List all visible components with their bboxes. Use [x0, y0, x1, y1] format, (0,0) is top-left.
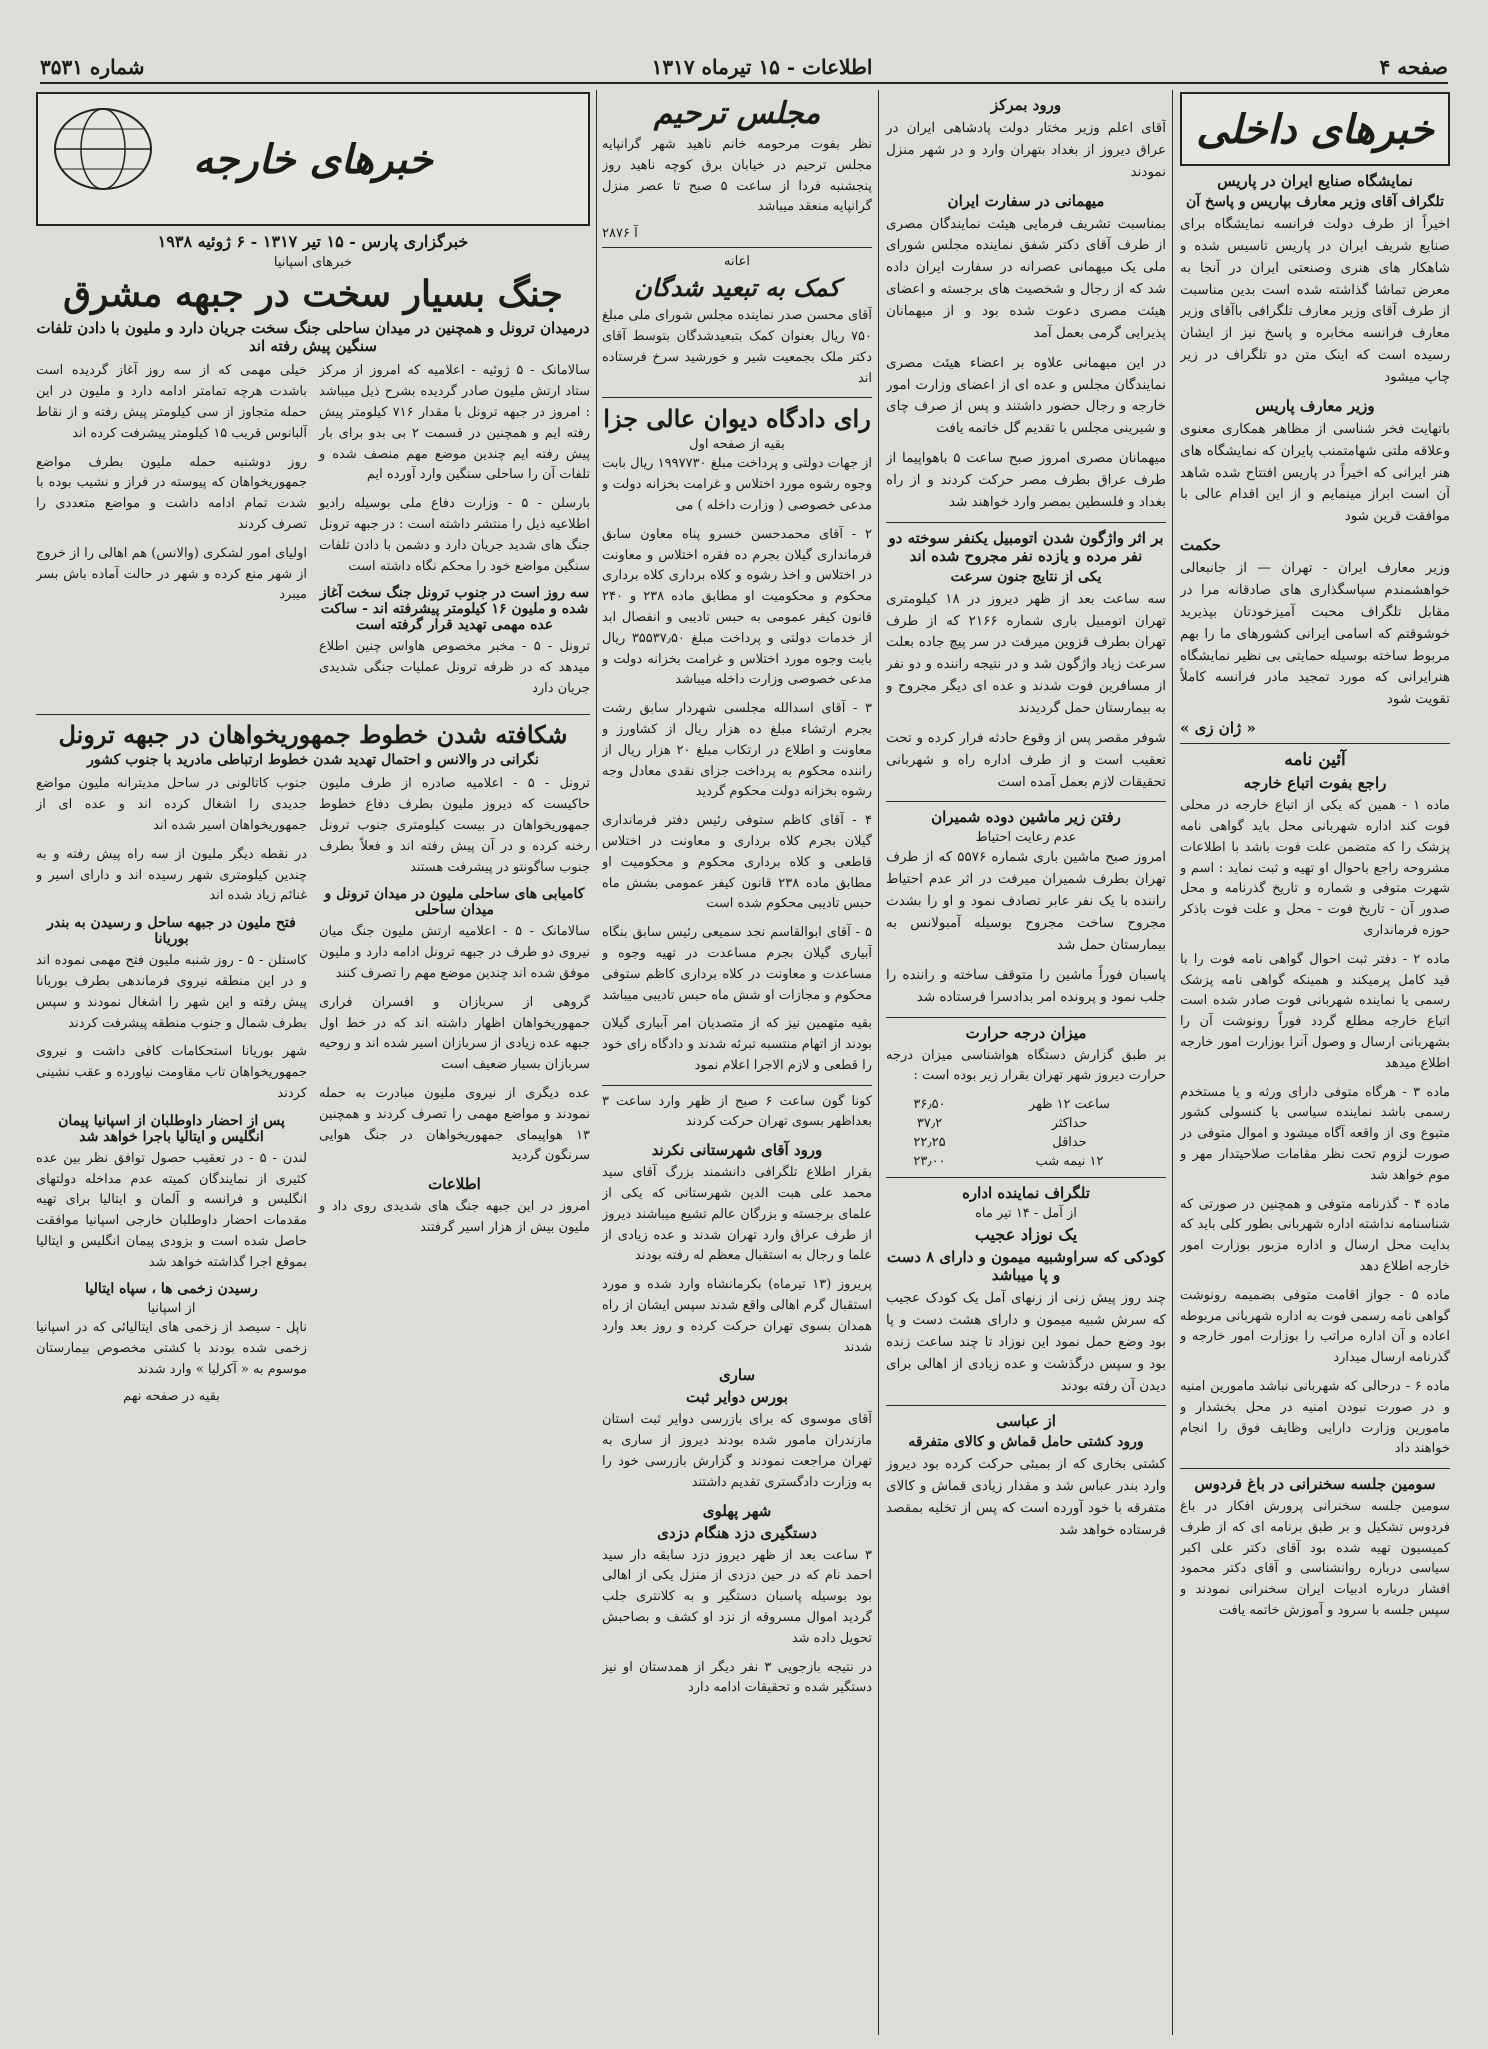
foreign-paragraph: اولیای امور لشکری (والانس) هم اهالی را از خروج از شهر منع کرده و شهر در حالت آماده باش بسر میبرد [36, 545, 307, 603]
foreign-news-title: خبرهای خارجه [193, 135, 433, 183]
arrival-headline: ورود بمرکز [990, 96, 1062, 114]
notices-column [602, 92, 872, 2032]
foreign-paragraph: لندن - ۵ - در تعقیب حصول توافق نظر بین عده کثیری از نمایندگان کمیته عدم مداخله دولتهای انگلیس و فرانسه و آلمان و ایتالیا برای تهیه مقدمات احضار داوطلبان خارجی اسپانیا موافقت حاصل شده است و بزودی پیمان انگلیس و ایتالیا بموقع اجرا گذاشته خواهد شد [36, 1150, 307, 1270]
signature: حکمت [1180, 536, 1221, 555]
regulation-subtitle: راجع بفوت اتباع خارجه [1243, 774, 1387, 793]
treaty-headline: پس از احضار داوطلبان از اسپانیا پیمان انگلیس و ایتالیا باجرا خواهد شد [58, 1112, 285, 1145]
split-subheadline: نگرانی در والانس و احتمال تهدید شدن خطوط ارتباطی مادرید با جنوب کشور [87, 752, 539, 769]
temperature-value: ۲۲٫۲۵ [913, 1135, 946, 1151]
issue-number: شماره ۳۵۳۱ [40, 55, 145, 79]
regulation-article: ماده ۳ - هرگاه متوفی دارای ورثه و یا مستخدم رسمی باشد نماینده سیاسی یا کنسولی کشور متبوع وی از واقعه آگاه میشود و اموال متوفی در صورت لزوم تحت نظر مقامات صلاحیتدار مهر و موم خواهد شد [1180, 1084, 1450, 1183]
consul-paragraph: بقرار اطلاع تلگرافی دانشمند بزرگ آقای سید محمد علی هبت الدین شهرستانی که یکی از علمای برجسته و بزرگان عالم تشیع میباشند دیروز از طرف عراق وارد تهران شدند و عده زیادی از علما و رجال به استقبال معظم له رفته بودند [602, 1165, 872, 1264]
regulation-article: ماده ۴ - گذرنامه متوفی و همچنین در صورتی که شناسنامه نداشته اداره شهربانی بطور کلی باید که بدایت محل ارسال و اداره مزبور بوزارت امور خارجه اطلاع دهد [1180, 1196, 1450, 1274]
abbasi-paragraph: کشتی بخاری که از بمبئی حرکت کرده بود دیروز وارد بندر عباس شد و مقدار زیادی قماش و کالای متفرقه با خود آورده است که پس از تخلیه بمقصد فرستاده خواهد شد [886, 1456, 1166, 1538]
local-news-column [886, 92, 1166, 2032]
main-headline: جنگ بسیار سخت در جبهه مشرق [63, 273, 563, 315]
shemiran-paragraph: پاسبان فوراً ماشین را متوقف ساخته و راننده را جلب نمود و پرونده امر بدادسرا فرستاده شد [886, 966, 1166, 1005]
foreign-subcolumn-left [36, 772, 307, 1406]
bombing-headline: کامیابی های ساحلی ملیون در میدان ترونل و میدان ساحلی [324, 886, 585, 919]
foreign-paragraph: سالامانک - ۵ ژوئیه - اعلامیه که امروز از مرکز ستاد ارتش ملیون صادر گردیده بشرح ذیل میباشد : امروز در جبهه ترونل با مقدار ۷۱۶ کیلومتر پیش رفته ایم و همچنین در قسمت ۲ بی بدو برای بار پیش رفته ایم چندین موضع مهم منصف شده و تلفات آن را ساحلی سنگین وارد آورده ایم [319, 363, 590, 483]
foreign-paragraph: ترونل - ۵ - مخبر مخصوص هاواس چنین اطلاع میدهد که در ظرفه ترونل عملیات جنگی شدیدی جریان دارد [319, 639, 590, 696]
reception-paragraph: بمناسبت تشریف فرمایی هیئت نمایندگان مصری از طرف آقای دکتر شفق نماینده مجلس شورای ملی یک میهمانی عصرانه در سفارت ایران داده شد که از رجال و شخصیت های برجسته و اعضای هیئت مصری دعوت شده بود و از میهمانان پذیرایی گرمی بعمل آمد [886, 215, 1166, 341]
exhibition-headline: نمایشگاه صنایع ایران در پاریس [1217, 172, 1413, 190]
main-subheadline: درمیدان ترونل و همچنین در میدان ساحلی جنگ سخت جریان دارد و ملیون با دادن تلفات سنگین پیش رفته اند [36, 319, 590, 356]
shemiran-paragraph: امروز صبح ماشین باری شماره ۵۵۷۶ که از طرف تهران بطرف شمیران میرفت در اثر عدم احتیاط راننده با یک نفر عابر تصادف نمود و او را بشدت مجروح ساخت مجروح بوسیله آمبولانس به بیمارستان حمل شد [886, 849, 1166, 953]
temperature-row [886, 1133, 1166, 1152]
arrival-note: کونا گون ساعت ۶ صبح از ظهر وارد ساعت ۳ بعداظهر بسوی تهران حرکت کردند [602, 1093, 872, 1130]
foreign-paragraph: عده دیگری از نیروی ملیون مبادرت به حمله نمودند و مواضع مهمی را تصرف کردند و همچنین ۱۳ هواپیمای جمهوریخواهان در جنگ هوایی سرنگون گردید [319, 1085, 590, 1164]
agency-line: خبرگزاری پارس - ۱۵ تیر ۱۳۱۷ - ۶ ژوئیه ۱۹۳۸ [157, 232, 469, 251]
court-paragraph: ۲ - آقای محمدحسن خسرو پناه معاون سابق فرمانداری گیلان بجرم ده فقره اختلاس و معاونت در اختلاس و اخذ رشوه و کلاه برداری کلاه برداری محکوم و محکومیت او مطابق ماده ۲۳۸ و ۲۴۰ قانون کیفر عمومی به حبس تادیبی و انفصال ابد از خدمات دولتی و پرداخت مبلغ ۳۵۵۳۷٫۵۰ ریال بابت وجوه مورد اختلاس و غرامت بخزانه دولت و مدعی خصوصی وزارت داخله میباشد [602, 526, 872, 688]
court-paragraph: ۴ - آقای کاظم ستوفی رئیس دفتر فرمانداری گیلان بجرم کلاه برداری و معاونت در اختلاس قاطعی و کلاه برداری محکوم و محکومیت او مطابق ماده ۲۳۸ قانون کیفر عمومی بشش ماه حبس تادیبی محکوم شده است [602, 813, 872, 912]
foreign-paragraph: در نقطه دیگر ملیون از سه راه پیش رفته و به چندین کیلومتری شهر رسیده اند و دارای اسیر و غنائم زیاد شده اند [36, 846, 307, 904]
fall-headline: فتح ملیون در جبهه ساحل و رسیدن به بندر بوریانا [47, 915, 296, 948]
spain-label: خبرهای اسپانیا [273, 255, 353, 270]
stock-paragraph: آقای موسوی که برای بازرسی دوایر ثبت استان مازندران مامور شده بودند دیروز از ساری به تهران مراجعت نمودند و گزارش بازرسی خود را به وزارت دادگستری تقدیم داشتند [602, 1412, 872, 1490]
ferdows-paragraph: سومین جلسه سخنرانی پرورش افکار در باغ فردوس تشکیل و بر طبق برنامه ای که از طرف کمیسیون تهیه شده بود آقای دکتر علی اکبر سیاسی درباره روانشناسی و آقای دکتر محمود افشار درباره ادبیات ایران سخنرانی نمودند و سپس جلسه با سرود و آموزش خاتمه یافت [1180, 1499, 1450, 1619]
egypt-paragraph: میهمانان مصری امروز صبح ساعت ۵ باهواپیما از طرف عراق بطرف مصر حرکت کردند و از راه بغداد و فلسطین بمصر وارد خواهند شد [886, 450, 1166, 510]
masthead [40, 52, 1448, 84]
regulation-article: ماده ۲ - دفتر ثبت احوال گواهی نامه فوت را با قید کامل پرمیکند و همینکه گواهی نامه پزشک رسمی یا نماینده شهربانی فوت صادر شده است اتباع خارجه مطلع گردد فوراً رونوشت آن را بشهربانی ارسال و وصول آنرا بوزارت امور خارجه اطلاع میدهد [1180, 951, 1450, 1071]
newspaper-date: اطلاعات - ۱۵ تیرماه ۱۳۱۷ [651, 55, 873, 79]
reception-headline: میهمانی در سفارت ایران [947, 191, 1105, 210]
exhibition-subheadline: تلگراف آقای وزیر معارف بپاریس و پاسخ آن [1185, 194, 1444, 210]
regulation-article: ماده ۶ - درحالی که شهربانی نباشد مامورین امنیه و در صورت نبودن امنیه در محل بخشدار و مامورین وزارت دارایی وظایف فوق را انجام خواهند داد [1180, 1378, 1450, 1457]
foreign-paragraph: ترونل - ۵ - اعلامیه صادره از طرف ملیون حاکیست که دیروز ملیون بطرف دفاع خطوط جمهوریخواهان در بیست کیلومتری جنوب ترونل رخنه کرده و در آن پیش رفته اند و فعلاً بطرف جنوب ساگونتو در پیشرفت هستند [319, 776, 590, 875]
temperature-row [886, 1114, 1166, 1133]
temperature-value: ۳۶٫۵۰ [913, 1097, 946, 1113]
from-spain-label: از اسپانیا [147, 1301, 196, 1317]
theft-paragraph: ۳ ساعت بعد از ظهر دیروز دزد سابقه دار سید احمد نام که در حین دزدی از منزل یکی از اهالی بود بوسیله پاسبان دستگیر و به کلانتری جلب گردید اموال مسروقه از نزد او کشف و بصاحبش تحویل داده شد [602, 1547, 872, 1646]
temperature-row [886, 1095, 1166, 1114]
domestic-news-column [1180, 92, 1450, 2032]
abbasi-headline: از عباسی [996, 1412, 1056, 1431]
foreign-subcolumn-right [319, 359, 590, 707]
temperature-time: ساعت ۱۲ ظهر [1028, 1097, 1111, 1113]
memorial-paragraph: نظر بفوت مرحومه خانم ناهید شهر گرانپایه مجلس ترحیم در خیابان برق کوچه ناهید روز پنجشنبه فردا از ساعت ۵ صبح تا عصر منزل گرانپایه منعقد میباشد [602, 137, 872, 215]
stock-headline: بورس دوایر ثبت [686, 1388, 788, 1407]
domestic-news-header [1180, 92, 1450, 166]
court-paragraph: بقیه متهمین نیز که از متصدیان امر آبیاری گیلان بودند از اتهام منتسبه تبرئه شدند و دادگاه رای خود را قطعی و لازم الاجرا اعلام نمود [602, 1016, 872, 1073]
temperature-table [886, 1095, 1166, 1171]
temperature-time: حداکثر [1051, 1116, 1088, 1132]
temperature-note: بر طبق گزارش دستگاه هواشناسی میزان درجه حرارت دیروز شهر تهران بقرار زیر بوده است : [886, 1047, 1166, 1084]
foreign-paragraph: جنوب کاتالونی در ساحل مدیترانه ملیون مواضع جدیدی را اشغال کرده اند و عده ای از جمهوریخواهان اسیر شده اند [36, 776, 307, 833]
shemiran-subheadline: عدم رعایت احتیاط [975, 830, 1077, 846]
foreign-paragraph: امروز در این جبهه جنگ های شدیدی روی داد و ملیون بیش از هزار اسیر گرفتند [319, 1199, 590, 1235]
memorial-title: مجلس ترحیم [653, 96, 821, 131]
accident-headline: بر اثر واژگون شدن اتومبیل یکنفر سوخته دو نفر مرده و یازده نفر مجروح شده اند [888, 528, 1164, 565]
foreign-subcolumn-right [319, 772, 590, 1406]
exhibition-reply: وزیر معارف ایران - تهران — از جانبعالی خواهشمندم سپاسگذاری های صادقانه مرا در مقابل تلگراف محبت آمیزخودتان بپذیرید خوشوقتم که اسامی ایرانی کشورهای ما را بهم مربوط ساخته بوسیله حمایتی بی نظیر نمایشگاه هنرایرانی که مورد تمجید مادر فرانسه کاملاً تقویت شود [1180, 560, 1450, 708]
court-headline: رای دادگاه دیوان عالی جزا [603, 404, 871, 434]
consul-headline: ورود آقای شهرستانی نکرند [651, 1141, 823, 1160]
shemiran-headline: رفتن زیر ماشین دوده شمیران [931, 808, 1121, 827]
foreign-paragraph: گروهی از سربازان و افسران فراری جمهوریخواهان اظهار داشته اند که در خط اول جبهه عده زیادی از سربازان اسیر شده اند و روحیه سربازان بسیار ضعیف است [319, 994, 590, 1073]
birth-headline: یک نوزاد عجیب [974, 1225, 1078, 1245]
foreign-news-header [36, 92, 590, 226]
foreign-paragraph: شهر بوریانا استحکامات کافی داشت و نیروی جمهوریخواهان تاب مقاومت نیاورده و عقب نشینی کردند [36, 1044, 307, 1101]
ferdows-headline: سومین جلسه سخنرانی در باغ فردوس [1194, 1475, 1436, 1494]
theft-headline: دستگیری دزد هنگام دزدی [657, 1523, 817, 1542]
column-rule [596, 90, 597, 850]
globe-icon [48, 104, 158, 194]
exhibition-paragraph: اخیراً از طرف دولت فرانسه نمایشگاه برای صنایع شریف ایران در پاریس تاسیس شده و شاهکار های هنری وصنعتی ایران در آنجا به معرض تماشا گذاشته شده است بدین مناسبت از طرف آقای وزیر معارف تلگرافی باآقای وزیر معارف فرانسه مخابره و پاسخ نیز از ایشان رسیده است که اینک متن دو تلگراف در زیر چاپ میشود [1180, 216, 1450, 386]
theft-paragraph: در نتیجه بازجویی ۳ نفر دیگر از همدستان او نیز دستگیر شده و تحقیقات ادامه دارد [602, 1659, 872, 1696]
temperature-value: ۲۳٫۰۰ [913, 1154, 946, 1170]
continued-note: بقیه در صفحه نهم [123, 1388, 220, 1404]
foreign-subcolumn-left [36, 359, 307, 707]
court-subheadline: بقیه از صفحه اول [689, 437, 785, 453]
temperature-row [886, 1152, 1166, 1171]
reply-signature: « ژان زی » [1180, 719, 1256, 738]
foreign-paragraph: روز دوشنبه حمله ملیون بطرف مواضع جمهوریخواهان که پیوسته در فراز و نشیب بوده با شدت تمام ادامه داشت و مواضع متعددی را تصرف کردند [36, 454, 307, 532]
consul-paragraph: پریروز (۱۳ تیرماه) بکرمانشاه وارد شده و مورد استقبال گرم اهالی واقع شدند سپس ایشان از راه همدان بسوی تهران حرکت کرده و روز بعد وارد شدند [602, 1277, 872, 1355]
foreign-paragraph: خیلی مهمی که از سه روز آغاز گردیده است باشدت هرچه تمامتر ادامه دارد و ملیون در این حمله متجاوز از سی کیلومتر پیش رفته و از نقاط آلبانوس قریب ۱۵ کیلومتر پیشرفت کرده اند [36, 363, 307, 441]
court-paragraph: از جهات دولتی و پرداخت مبلغ ۱۹۹۷۷۳۰ ریال بابت وجوه رشوه مورد اختلاس و غرامت بخزانه دولت و مدعی خصوصی ( وزارت داخله ) می [602, 456, 872, 513]
regulation-article: ماده ۱ - همین که یکی از اتباع خارجه در محلی فوت کند اداره شهربانی محل باید گواهی نامه پزشک را که متضمن علت فوت باشد با اطلاعات مشروحه راجع باحوال او تهیه و ثبت نماید : اسم و شهرت متوفی و شماره و تاریخ گذرنامه و محل صدور آن - تاریخ فوت - محل و علت فوت باذکر حوزه فرمانداری [1180, 798, 1450, 938]
temperature-headline: میزان درجه حرارت [965, 1023, 1087, 1042]
column-rule [1172, 90, 1173, 2035]
accident-paragraph: سه ساعت بعد از ظهر دیروز در ۱۸ کیلومتری تهران اتومبیل باری شماره ۲۱۶۶ که از طرف تهران بطرف قزوین میرفت در سر پیچ جاده بعلت سرعت زیاد واژگون شد و در نتیجه راننده و دو نفر از مسافرین فوت شدند و عده ای دیگر مجروح و به بیمارستان حمل گردیدند [886, 590, 1166, 717]
exhibition-telegram: باتهایت فخر شناسی از مظاهر همکاری معنوی وعلاقه ملتی شهامتمنب پایران که نمایشگاه های هنر ایرانی که اخیراً در پاریس افتتاح شده شاهد آن است ابراز مینمایم و از این اقدام عالی با موافقت قرین شود [1180, 420, 1450, 525]
domestic-news-title: خبرهای داخلی [1196, 105, 1434, 153]
split-headline: شکافته شدن خطوط جمهوریخواهان در جبهه ترونل [58, 719, 568, 749]
foreign-paragraph: ناپل - سیصد از زخمی های ایتالیائی که در اسپانیا زخمی شده بودند با کشتی مخصوص بیمارستان موسوم به « آکرلیا » وارد شدند [36, 1320, 307, 1378]
accident-paragraph: شوفر مقصر پس از وقوع حادثه فرار کرده و تحت تعقیب است و از طرف اداره راه و شهربانی تحقیقات لازم بعمل آمده است [886, 729, 1166, 790]
birth-subheadline: کودکی که سراوشبیه میمون و دارای ۸ دست و پا میباشد [886, 1248, 1166, 1285]
court-paragraph: ۵ - آقای ابوالقاسم نجد سمیعی رئیس سابق بنگاه آبیاری گیلان بجرم مساعدت در تهیه وجوه و مساعدت و معاونت در کلاه برداری کاظم ستوفی محکوم و مجازات او شش ماه حبس تادیبی میباشد [602, 925, 872, 1003]
accident-subheadline: یکی از نتایج جنون سرعت [950, 568, 1102, 585]
foreign-news-column [36, 92, 590, 2032]
arrival-paragraph: آقای اعلم وزیر مختار دولت پادشاهی ایران در عراق دیروز از بغداد بتهران وارد و در شهر منزل نمودند [886, 120, 1166, 180]
pahlavi-headline: شهر پهلوی [702, 1501, 772, 1520]
page-number: صفحه ۴ [1379, 55, 1448, 79]
temperature-time: ۱۲ نیمه شب [1035, 1154, 1104, 1170]
abbasi-subheadline: ورود کشتی حامل قماش و کالای متفرقه [908, 1434, 1144, 1451]
telegraph-headline: تلگراف نماینده اداره [962, 1184, 1090, 1203]
sari-headline: ساری [718, 1366, 756, 1385]
charity-paragraph: آقای محسن صدر نماینده مجلس شورای ملی مبلغ ۷۵۰ ریال بعنوان کمک بتبعیدشدگان بتوسط آقای دکتر ملک بجمعیت شیر و خورشید سرخ فرستاده اند [602, 308, 872, 386]
reception-paragraph: در این میهمانی علاوه بر اعضاء هیئت مصری نمایندگان مجلس و عده ای از اعضای وزارت امور خارجه و رجال حضور داشتند و پس از صرف چای و شیرینی مجلس با تقدیم گل خاتمه یافت [886, 354, 1166, 437]
telegraph-dateline: از آمل - ۱۴ تیر ماه [975, 1206, 1077, 1222]
info-label: اطلاعات [428, 1175, 481, 1194]
regulation-title: آئین نامه [1284, 750, 1346, 771]
birth-paragraph: چند روز پیش زنی از زنهای آمل یک کودک عجیب که سرش شبیه میمون و دارای هشت دست و پا بود وضع حمل نمود این نوزاد تا چند ساعت زنده بود و سپس درگذشت و عده زیادی از اهالی برای دیدن آن رفته بودند [886, 1290, 1166, 1394]
minister-label: وزیر معارف پاریس [1255, 396, 1375, 415]
charity-label: اعانه [724, 254, 750, 270]
foreign-paragraph: بارسلن - ۵ - وزارت دفاع ملی بوسیله رادیو اطلاعیه ذیل را منتشر داشته است : در جبهه ترونل جنگ های شدید جریان دارد و دشمن با دادن تلفات سنگین مواضع خود را محکم نگاه داشته است [319, 496, 590, 574]
temperature-time: حداقل [1052, 1135, 1087, 1151]
column-rule [878, 90, 879, 2035]
memorial-code: آ ۲۸۷۶ [602, 226, 638, 242]
regulation-article: ماده ۵ - جواز اقامت متوفی بضمیمه رونوشت گواهی نامه رسمی فوت به اداره شهربانی مربوطه اعاده و آن اداره مراتب را بوزارت امور خارجه و گذرنامه ارسال میدارد [1180, 1287, 1450, 1366]
temperature-value: ۳۷٫۲ [916, 1116, 943, 1132]
wounded-headline: رسیدن زخمی ها ، سپاه ایتالیا [85, 1281, 258, 1298]
foreign-paragraph: کاستلن - ۵ - روز شنبه ملیون فتح مهمی نموده اند و در این منطقه نیروی فرماندهی بطرف بوریانا پیش رفته و این شهر را اشغال نمودند و سپس بطرف شمال و جنوب منطقه پیشرفت کردند [36, 953, 307, 1031]
court-paragraph: ۳ - آقای اسدالله مجلسی شهردار سابق رشت بجرم ارتشاء مبلغ ده هزار ریال از کشاورز و معاونت و اطلاع در ارتکاب مبلغ ۲۰ هزار ریال از راننده محکوم به پرداخت جزای نقدی معادل وجه رشوه بخزانه دولت محکوم گردید [602, 701, 872, 800]
charity-headline: کمک به تبعید شدگان [634, 273, 840, 303]
south-headline: سه روز است در جنوب ترونل جنگ سخت آغاز شده و ملیون ۱۶ کیلومتر پیشرفته اند - ساکت عده مهمی تهدید قرار گرفته است [319, 585, 590, 634]
foreign-paragraph: سالامانک - ۵ - اعلامیه ارتش ملیون جنگ میان نیروی دو طرف در جبهه ترونل ادامه دارد و ملیون موفق شده اند چندین موضع مهم را تصرف کنند [319, 924, 590, 981]
